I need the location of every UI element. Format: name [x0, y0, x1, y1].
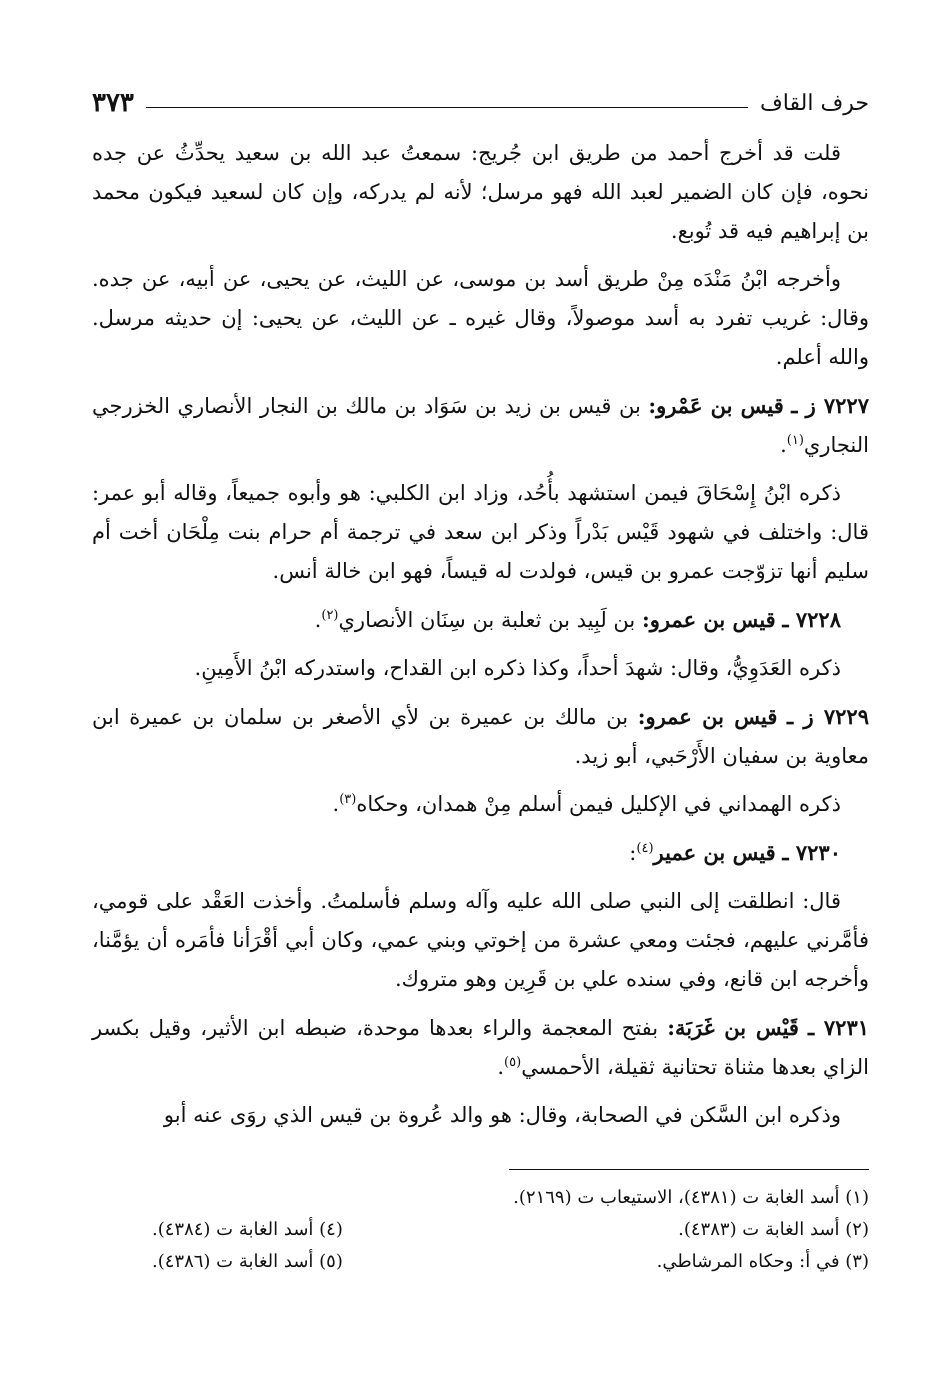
- page-header: [92, 86, 869, 120]
- footnote-1: (١) أسد الغابة ت (٤٣٨١)، الاستيعاب ت (٢١٦٩).: [513, 1187, 869, 1208]
- paragraph: وأخرجه ابْنُ مَنْدَه مِنْ طريق أسد بن موسى، عن الليث، عن يحيى، عن أبيه، عن جده. وقال: غريب تفرد به أسد موصولاً، وقال غيره ـ عن الليث، عن يحيى: إن حديثه مرسل. والله أعلم.: [92, 267, 869, 369]
- entry-7229: [92, 697, 869, 776]
- entry-7230: [92, 833, 869, 873]
- running-title: حرف القاف: [760, 90, 869, 116]
- entry-text: بن قيس بن زيد بن سَوَاد بن مالك بن النجار الأنصاري الخزرجي النجاري: [92, 394, 869, 457]
- footnote-ref: (١): [786, 433, 804, 448]
- entry-7228: [92, 600, 869, 640]
- entry-text: بن لَبِيد بن ثعلبة بن سِنَان الأنصاري: [338, 608, 636, 632]
- footnotes: [92, 1182, 869, 1278]
- paragraph-text: ذكره الهمداني في الإكليل فيمن أسلم مِنْ همدان، وحكاه: [356, 792, 841, 816]
- entry-text: بن مالك بن عميرة بن لأي الأصغر بن سلمان بن عميرة ابن معاوية بن سفيان الأَرْحَبي، أبو زيد.: [92, 705, 869, 768]
- page-number: ٣٧٣: [92, 88, 134, 118]
- entry-number: ٧٢٢٩ ز ـ: [787, 704, 869, 729]
- entry-name: قيس بن عمرو:: [637, 704, 778, 729]
- footnote-ref: (٣): [339, 792, 357, 807]
- footnote-row: [92, 1246, 869, 1278]
- footnote-ref: (٤): [636, 841, 654, 856]
- footnote-4: (٤) أسد الغابة ت (٤٣٨٤).: [152, 1219, 343, 1240]
- entry-number: ٧٢٢٨ ـ: [782, 607, 841, 632]
- footnote-rule: [509, 1169, 869, 1170]
- entry-7227: [92, 386, 869, 465]
- paragraph: [92, 785, 869, 824]
- entry-end: .: [314, 608, 322, 632]
- footnote-2: (٢) أسد الغابة ت (٤٣٨٣).: [678, 1219, 869, 1240]
- paragraph: قال: انطلقت إلى النبي صلى الله عليه وآله وسلم فأسلمتُ. وأخذت العَقْد على قومي، فأمَّرني عليهم، فجئت ومعي عشرة من إخوتي وبني عمي، وكان أبي أقْرَأنا فأمَره أن يؤمَّنا، وأخرجه ابن قانع، وفي سنده علي بن قَرِين وهو متروك.: [92, 889, 869, 991]
- footnote-ref: (٥): [504, 1055, 522, 1070]
- entry-end: .: [497, 1055, 505, 1079]
- paragraph: وذكره ابن السَّكن في الصحابة، وقال: هو والد عُروة بن قيس الذي روَى عنه أبو: [163, 1103, 841, 1127]
- entry-number: ٧٢٢٧ ز ـ: [791, 393, 869, 418]
- footnote-ref: (٢): [321, 608, 339, 623]
- entry-end: .: [332, 792, 340, 816]
- entry-7231: [92, 1008, 869, 1087]
- entry-name: قَيْس بن غَرَبَة:: [667, 1015, 799, 1040]
- entry-number: ٧٢٣٠ ـ: [782, 840, 841, 865]
- page-body: [92, 134, 869, 1135]
- paragraph: ذكره ابْنُ إِسْحَاقَ فيمن استشهد بأُحُد، وزاد ابن الكلبي: هو وأبوه جميعاً، وقاله أبو عمر: قال: واختلف في شهود قَيْس بَدْراً وذكر ابن سعد في ترجمة أم حرام بنت مِلْحَان أخت أم سليم أنها تزوّجت عمرو بن قيس، فولدت له قيساً، فهو ابن خالة أنس.: [92, 481, 869, 583]
- footnote-3: (٣) في أ: وحكاه المرشاطي.: [656, 1251, 869, 1272]
- entry-text: بفتح المعجمة والراء بعدها موحدة، ضبطه ابن الأثير، وقيل بكسر الزاي بعدها مثناة تحتانية ثقيلة، الأحمسي: [92, 1016, 869, 1079]
- entry-name: قيس بن عمرو:: [641, 607, 776, 632]
- entry-name: قيس بن عمير: [653, 840, 776, 865]
- paragraph: قلت قد أخرج أحمد من طريق ابن جُريج: سمعتُ عبد الله بن سعيد يحدِّثُ عن جده نحوه، فإن كان الضمير لعبد الله فهو مرسل؛ لأنه لم يدركه، وإن كان لسعيد فيكون محمد بن إبراهيم فيه قد تُوبع.: [92, 141, 869, 243]
- footnote-5: (٥) أسد الغابة ت (٤٣٨٦).: [152, 1251, 343, 1272]
- footnote-row: [92, 1214, 869, 1246]
- paragraph: ذكره العَدَوِيُّ، وقال: شهدَ أحداً، وكذا ذكره ابن القداح، واستدركه ابْنُ الأَمِينِ.: [194, 656, 841, 680]
- entry-end: .: [780, 433, 787, 457]
- entry-end: :: [629, 841, 637, 865]
- header-rule: [146, 107, 748, 108]
- entry-number: ٧٢٣١ ـ: [808, 1015, 870, 1040]
- footnote-row: [92, 1182, 869, 1214]
- entry-name: قيس بن عَمْرو:: [648, 393, 784, 418]
